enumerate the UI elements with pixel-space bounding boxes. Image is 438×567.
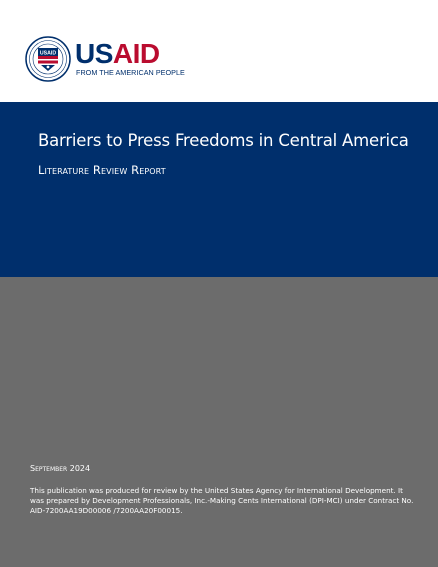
wordmark-aid: AID [112,38,160,69]
usaid-seal-icon [25,36,71,82]
seal-text: USAID [39,50,57,57]
usaid-wordmark [75,40,160,68]
report-subtitle: Literature Review Report [38,163,166,177]
wordmark-us: US [75,38,113,69]
title-band [0,102,438,277]
report-title: Barriers to Press Freedoms in Central America [38,131,409,150]
disclaimer-text: This publication was produced for review by the United States Agency for International Development. It was prepared by Development Professionals, Inc.-Making Cents International (DPI-MCI) under Contract No. AID-7200AA19D00006 /7200AA20F00015. [30,486,414,515]
tagline: FROM THE AMERICAN PEOPLE [76,68,185,77]
publication-date: September 2024 [30,464,91,473]
lower-band [0,277,438,567]
header [0,0,438,102]
